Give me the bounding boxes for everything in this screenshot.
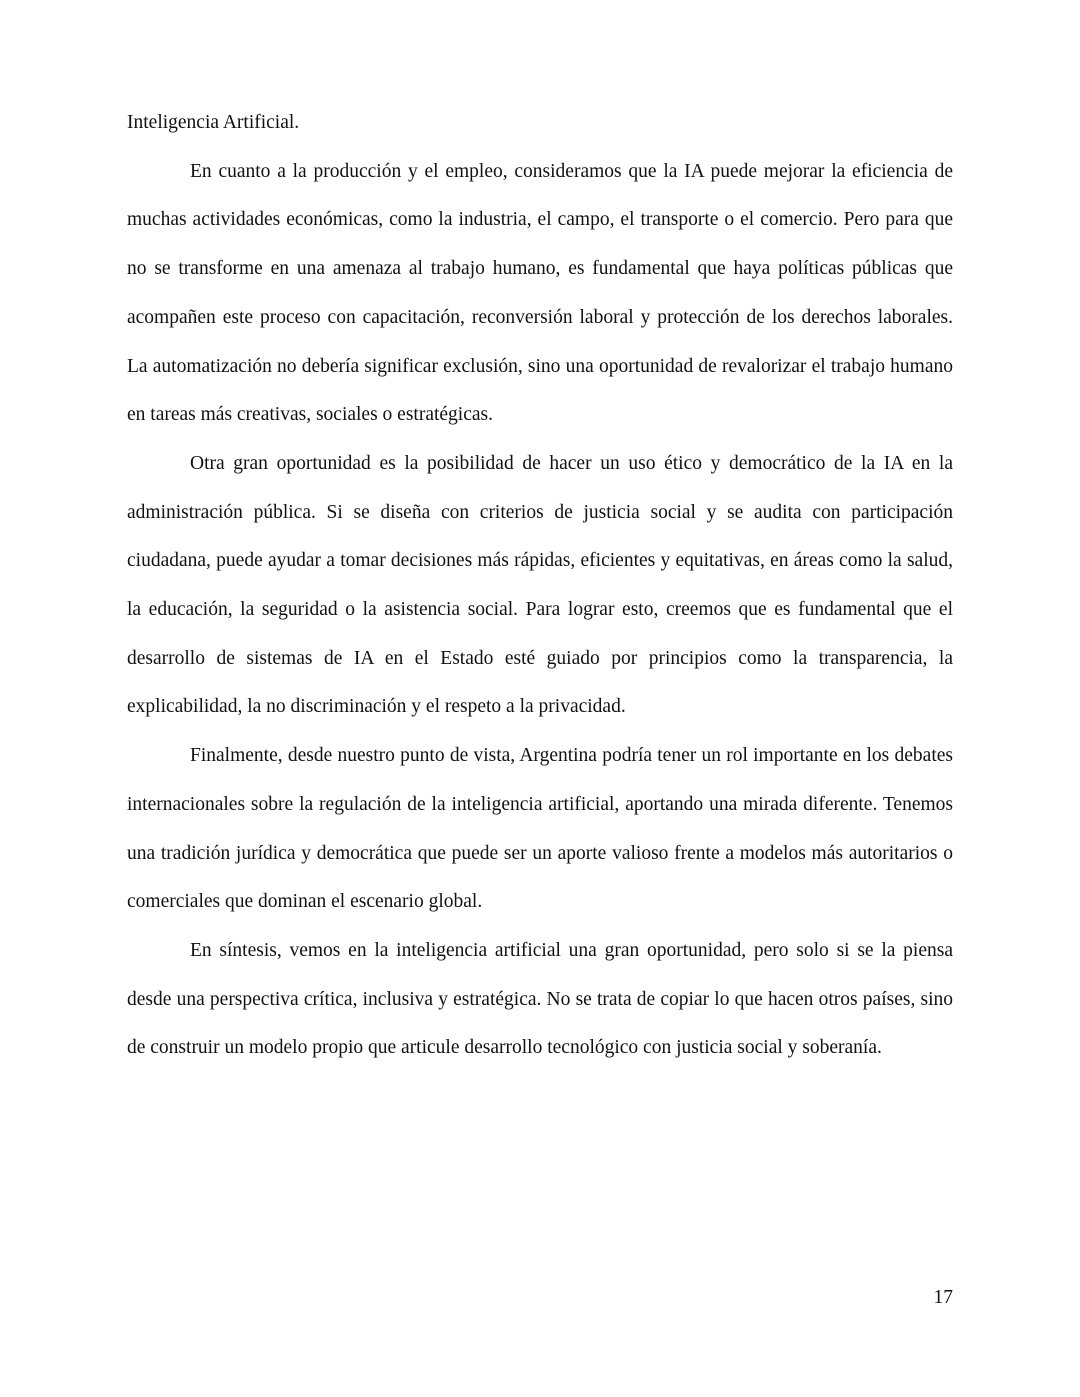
paragraph-public-administration: Otra gran oportunidad es la posibilidad de hacer un uso ético y democrático de la IA en la administración pública. Si se diseña con criterios de justicia social y se audita con participación ciudadana, puede ayudar a tomar decisiones más rápidas, eficientes y equitativas, en áreas como la salud, la educación, la seguridad o la asistencia social. Para lograr esto, creemos que es fundamental que el desarrollo de sistemas de IA en el Estado esté guiado por principios como la transparencia, la explicabilidad, la no discriminación y el respeto a la privacidad. <box>127 452 953 718</box>
page-number: 17 <box>933 1287 953 1308</box>
document-body <box>127 99 953 1073</box>
paragraph-production-employment: En cuanto a la producción y el empleo, consideramos que la IA puede mejorar la eficiencia de muchas actividades económicas, como la industria, el campo, el transporte o el comercio. Pero para que no se transforme en una amenaza al trabajo humano, es fundamental que haya políticas públicas que acompañen este proceso con capacitación, reconversión laboral y protección de los derechos laborales. La automatización no debería significar exclusión, sino una oportunidad de revalorizar el trabajo humano en tareas más creativas, sociales o estratégicas. <box>127 160 953 426</box>
paragraph-continuation: Inteligencia Artificial. <box>127 112 300 133</box>
paragraph-synthesis: En síntesis, vemos en la inteligencia artificial una gran oportunidad, pero solo si se la piensa desde una perspectiva crítica, inclusiva y estratégica. No se trata de copiar lo que hacen otros países, sino de construir un modelo propio que articule desarrollo tecnológico con justicia social y soberanía. <box>127 939 953 1059</box>
paragraph-international-role: Finalmente, desde nuestro punto de vista, Argentina podría tener un rol importante en los debates internacionales sobre la regulación de la inteligencia artificial, aportando una mirada diferente. Tenemos una tradición jurídica y democrática que puede ser un aporte valioso frente a modelos más autoritarios o comerciales que dominan el escenario global. <box>127 745 953 913</box>
